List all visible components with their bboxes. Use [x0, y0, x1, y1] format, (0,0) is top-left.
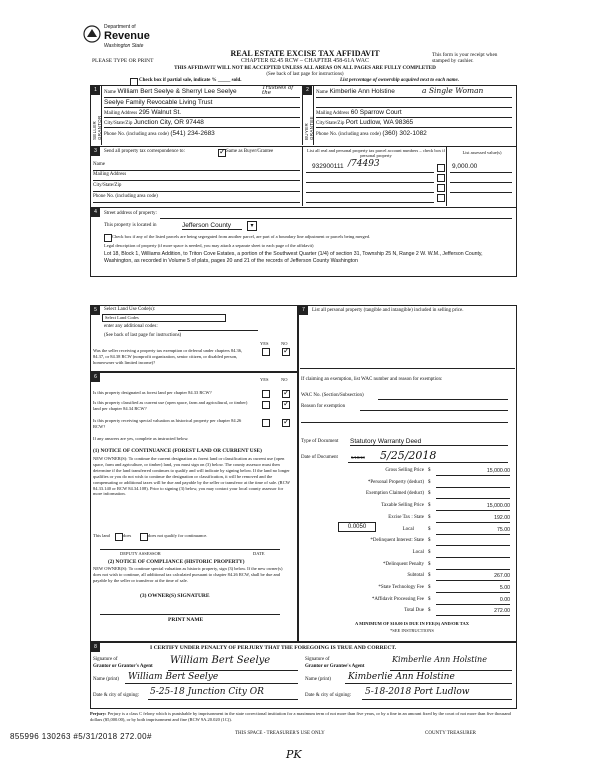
dollar-sign: $: [428, 526, 431, 532]
partial-sale-label: Check box if partial sale, indicate % _____ sold.: [139, 78, 242, 83]
same-as-buyer-checkbox[interactable]: [218, 149, 226, 157]
fee-value[interactable]: 267.00: [436, 573, 510, 581]
dollar-sign: $: [428, 549, 431, 555]
buyer-phone-label: Phone No. (including area code): [316, 132, 381, 137]
certify-statement: I CERTIFY UNDER PENALTY OF PERJURY THAT THE FOREGOING IS TRUE AND CORRECT.: [150, 645, 397, 651]
personal-property-checkbox-3[interactable]: [437, 184, 445, 192]
fee-value[interactable]: 192.00: [436, 515, 510, 523]
grantee-date-city[interactable]: 5-18-2018 Port Ludlow: [365, 687, 470, 697]
fee-value[interactable]: 272.00: [436, 608, 510, 616]
seller-city-label: City/State/Zip: [104, 121, 133, 126]
seller-phone-row: [104, 130, 215, 137]
print-name-label: PRINT NAME: [168, 617, 204, 623]
s3-name-label: Name: [93, 162, 105, 167]
exemption-label: If claiming an exemption, list WAC number and reason for exemption:: [301, 377, 443, 382]
personal-property-checkbox-4[interactable]: [437, 194, 445, 202]
buyer-mailing-value[interactable]: 60 Sparrow Court: [350, 109, 402, 116]
s5-yes-header: YES: [260, 341, 269, 346]
section-3-number: 3: [91, 147, 100, 156]
fee-value[interactable]: 15,000.00: [436, 468, 510, 476]
fee-label: Gross Selling Price: [385, 468, 424, 473]
grantee-signature[interactable]: Kimberlie Ann Holstine: [392, 655, 487, 664]
fee-value[interactable]: 0.00: [436, 597, 510, 605]
s6-q3-yes[interactable]: [262, 419, 270, 427]
legal-desc-text[interactable]: Lot 18, Block 1, Williams Addition, to Triton Cove Estates, a portion of the Southwest Quarter (1/4) of section 31, Township 25 N, Range 2 W. W.M., Jefferson County, Washington, as recorded in Volume 5 of plats, pages 20 and 21 of the records of Jefferson County Washington: [104, 251, 483, 264]
print-note: PLEASE TYPE OR PRINT: [92, 58, 154, 64]
wac-label: WAC No. (Section/Subsection): [301, 393, 364, 398]
fee-value[interactable]: [436, 550, 510, 558]
deputy-assessor-label: DEPUTY ASSESSOR: [120, 551, 161, 556]
section-6-number: 6: [91, 373, 100, 382]
see-back-note: (See back of last page for instructions): [266, 72, 344, 77]
buyer-name-value[interactable]: Kimberlie Ann Holstine: [329, 88, 395, 95]
fee-value[interactable]: [436, 562, 510, 570]
grantor-name-print[interactable]: William Bert Seelye: [128, 672, 219, 682]
land-use-label: Select Land Use Code(s):: [104, 307, 156, 312]
does-not-checkbox[interactable]: [140, 533, 148, 541]
s3-mailing-label: Mailing Address: [93, 172, 127, 177]
buyer-phone-value[interactable]: (360) 302-1082: [382, 130, 427, 137]
buyer-side-label: BUYER GRANTEE: [304, 116, 314, 140]
does-checkbox[interactable]: [115, 533, 123, 541]
segregated-checkbox[interactable]: [104, 234, 112, 242]
grantee-name-label: Name (print): [305, 677, 331, 682]
dollar-sign: $: [428, 573, 431, 579]
s6-any-yes: If any answers are yes, complete as instructed below.: [93, 436, 189, 441]
grantee-date-label: Date & city of signing:: [305, 693, 352, 698]
dollar-sign: $: [428, 596, 431, 602]
doc-date-value[interactable]: 5/25/2018: [380, 449, 437, 462]
dollar-sign: $: [428, 491, 431, 497]
fee-label: Local: [402, 526, 414, 532]
s3-phone-label: Phone No. (including area code): [93, 194, 158, 199]
land-does-label: This land: [93, 533, 110, 538]
fee-label: Taxable Selling Price: [381, 503, 424, 509]
seller-name-note: Trustees of the: [262, 85, 294, 96]
buyer-phone-row: [316, 130, 427, 137]
perjury-bold: Perjury:: [90, 711, 107, 716]
doc-date-label: Date of Document: [301, 455, 338, 460]
fee-value[interactable]: 5.00: [436, 585, 510, 593]
form-title: REAL ESTATE EXCISE TAX AFFIDAVIT: [230, 49, 380, 58]
dept-line1: Department of: [104, 24, 136, 30]
section-4-number: 4: [91, 208, 100, 217]
grantor-signature[interactable]: William Bert Seelye: [170, 655, 271, 666]
fee-label: Exemption Claimed (deduct): [365, 491, 424, 497]
personal-property-checkbox-2[interactable]: [437, 174, 445, 182]
s5-see-back: (See back of last page for instructions): [104, 333, 182, 338]
notice2-title: (2) NOTICE OF COMPLIANCE (HISTORIC PROPERTY): [108, 559, 245, 565]
logo-mark: [82, 24, 102, 44]
fee-label: *Affidavit Processing Fee: [371, 596, 424, 602]
dollar-sign: $: [428, 503, 431, 509]
treasurer-stamp: 855996 130263 #5/31/2018 272.00#: [10, 732, 152, 741]
seller-name-value[interactable]: William Bert Seelye & Sherryl Lee Seelye: [117, 88, 237, 95]
s5-question: Was the seller receiving a property tax exemption or deferral under chapters 84.36, 84.37, or 84.38 RCW (nonprofit organization, senior citizen, or disabled person, homeowner with limited income)?: [93, 348, 243, 365]
s6-yes-header: YES: [260, 377, 269, 382]
form-warning: THIS AFFIDAVIT WILL NOT BE ACCEPTED UNLESS ALL AREAS ON ALL PAGES ARE FULLY COMPLETED: [174, 65, 436, 71]
does-label: does: [123, 533, 132, 538]
buyer-name-note: a Single Woman: [422, 86, 484, 95]
additional-codes-label: enter any additional codes:: [104, 324, 158, 329]
s5-no-checkbox[interactable]: [282, 348, 290, 356]
doc-type-value[interactable]: Statutory Warranty Deed: [350, 438, 508, 446]
fee-value[interactable]: [436, 538, 510, 546]
s5-no-header: NO: [281, 341, 288, 346]
fee-value[interactable]: 75.00: [436, 527, 510, 535]
fee-label: *Personal Property (deduct): [367, 479, 424, 485]
perjury-text: Perjury is a class C felony which is punishable by imprisonment in the state correctional institution for a maximum term of not more than five years, or by a fine in an amount fixed by the court of not more than five thousand dollars ($5,000.00), or by both imprisonment and fine (RCW 9A.20.020 (1C)).: [90, 711, 511, 722]
located-in-label: This property is located in: [104, 223, 157, 228]
fee-label: *Delinquent Penalty: [383, 561, 424, 567]
s6-q1-no[interactable]: [282, 390, 290, 398]
grantee-name-print[interactable]: Kimberlie Ann Holstine: [348, 672, 455, 682]
fee-label: Subtotal: [407, 573, 424, 579]
grantor-date-city[interactable]: 5-25-18 Junction City OR: [150, 687, 264, 697]
notice1-text: NEW OWNER(S): To continue the current designation as forest land or classification as current use (open space, farm and agriculture, or timber) land, you must sign on (3) below. The county assessor must then determine if the land transferred continues to qualify and will indicate by signing below. If the land no longer qualifies or you do not wish to continue the designation or classification, it will be removed and the compensating or additional taxes will be due and payable by the seller or transferor at the time of sale. (RCW 84.33.140 or RCW 84.34.108). Prior to signing (3) below, you may contact your local county assessor for more information.: [93, 456, 290, 497]
dollar-sign: $: [428, 538, 431, 544]
section-1-number: 1: [91, 86, 100, 95]
section-5-number: 5: [91, 306, 100, 315]
receipt-note: This form is your receipt when stamped by cashier.: [432, 52, 498, 64]
owner-signature-label: (3) OWNER(S) SIGNATURE: [140, 593, 210, 599]
grantee-sig-label1: Signature of: [305, 657, 330, 662]
seller-name-line2[interactable]: Seelye Family Revocable Living Trust: [104, 99, 213, 106]
see-instructions-note: *SEE INSTRUCTIONS: [390, 628, 434, 633]
fee-label: Excise Tax : State: [388, 514, 424, 520]
s6-q2: Is this property classified as current use (open space, farm and agricultural, or timber) land per chapter 84.34 RCW?: [93, 400, 248, 411]
land-use-select[interactable]: Select Land Codes: [102, 314, 226, 322]
grantee-sig-label2: Grantor or Grantee's Agent: [305, 664, 365, 669]
dor-logo: [82, 22, 162, 56]
s6-q1: Is this property designated as forest land per chapter 84.33 RCW?: [93, 390, 212, 395]
s6-q2-yes[interactable]: [262, 401, 270, 409]
buyer-mailing-label: Mailing Address: [316, 111, 350, 116]
s6-q3: Is this property receiving special valuation as historical property per chapter 84.26 RCW?: [93, 418, 242, 429]
fee-label: Total Due: [404, 608, 424, 614]
seller-mailing-value[interactable]: 295 Walnut St.: [138, 109, 182, 116]
legal-desc-label: Legal description of property (if more space is needed, you may attach a separate sheet to each page of the affidavit): [104, 243, 314, 248]
dollar-sign: $: [428, 468, 431, 473]
dollar-sign: $: [428, 585, 431, 590]
assessed-header: List assessed value(s): [462, 150, 502, 155]
county-treasurer-label: COUNTY TREASURER: [425, 731, 476, 736]
fee-value[interactable]: 15,000.00: [436, 503, 510, 511]
seller-name-label: Name: [104, 90, 116, 95]
dollar-sign: $: [428, 479, 431, 485]
seller-mailing-label: Mailing Address: [104, 111, 138, 116]
s6-q2-no[interactable]: [282, 401, 290, 409]
buyer-mailing-row: [316, 109, 402, 116]
perjury-notice: [90, 711, 515, 723]
section-2-number: 2: [303, 86, 312, 95]
s6-q3-no[interactable]: [282, 419, 290, 427]
treasurer-space-label: THIS SPACE - TREASURER'S USE ONLY: [235, 731, 325, 736]
fee-value[interactable]: [436, 480, 510, 488]
s6-no-header: NO: [281, 377, 288, 382]
dept-line3: Washington State: [104, 43, 144, 49]
seller-city-row: [104, 119, 204, 126]
deputy-date-label: DATE: [253, 551, 265, 556]
county-dropdown-icon[interactable]: ▾: [247, 221, 257, 231]
notice2-text: NEW OWNER(S): To continue special valuation as historic property, sign (3) below. If the new owner(s) does not wish to continue, all additional tax calculated pursuant to chapter 84.26 RCW, shall be due and payable by the seller or transferor at the time of sale.: [93, 566, 283, 583]
s5-yes-checkbox[interactable]: [262, 348, 270, 356]
minimum-note: A MINIMUM OF $10.00 IS DUE IN FEE(S) AND/OR TAX: [355, 621, 469, 626]
doc-type-label: Type of Document: [301, 439, 339, 444]
doc-date-small: 5/18/18: [351, 455, 365, 460]
buyer-name-label: Name: [316, 90, 328, 95]
reason-label: Reason for exemption: [301, 404, 346, 409]
s3-city-label: City/State/Zip: [93, 183, 122, 188]
street-address-label: Street address of property:: [104, 211, 157, 216]
seller-mailing-row: [104, 109, 181, 116]
seller-phone-value[interactable]: (541) 234-2683: [170, 130, 215, 137]
same-as-buyer-label: Same as Buyer/Grantee: [226, 149, 274, 154]
local-rate-box[interactable]: 0.0050: [338, 522, 376, 532]
segregated-label: Check box if any of the listed parcels are being segregated from another parcel, are part of a boundary line adjustment or parcels being merged.: [112, 234, 371, 239]
dollar-sign: $: [428, 514, 431, 520]
notice1-title: (1) NOTICE OF CONTINUANCE (FOREST LAND OR CURRENT USE): [93, 448, 262, 454]
dollar-sign: $: [428, 561, 431, 567]
does-not-label: does not qualify for continuance.: [148, 533, 208, 538]
grantor-sig-label2: Grantor or Grantor's Agent: [93, 664, 153, 669]
list-pct-note: List percentage of ownership acquired next to each name.: [340, 78, 460, 83]
assessed-value-1[interactable]: 9,000.00: [452, 163, 478, 170]
seller-side-label: SELLER GRANTOR: [92, 115, 102, 140]
grantor-date-label: Date & city of signing:: [93, 693, 140, 698]
parcel-number-1[interactable]: 932900111: [312, 163, 344, 170]
seller-city-value[interactable]: Junction City, OR 97448: [133, 119, 204, 126]
county-select[interactable]: Jefferson County: [182, 222, 242, 230]
seller-phone-label: Phone No. (including area code): [104, 132, 169, 137]
dollar-sign: $: [428, 608, 431, 614]
parcel-handwritten: /74493: [348, 159, 380, 169]
personal-property-checkbox-1[interactable]: [437, 164, 445, 172]
fee-label: Local: [412, 549, 424, 555]
grantor-name-label: Name (print): [93, 677, 119, 682]
buyer-name-row: [316, 88, 395, 95]
parcel-header: List all real and personal property tax parcel account numbers – check box if personal property: [306, 148, 446, 158]
section-6-box: [90, 372, 298, 642]
fee-label: *Delinquent Interest: State: [370, 538, 424, 544]
section-8-number: 8: [91, 643, 100, 652]
grantor-sig-label1: Signature of: [93, 657, 118, 662]
personal-property-label: List all personal property (tangible and intangible) included in selling price.: [312, 308, 464, 313]
buyer-city-label: City/State/Zip: [316, 121, 345, 126]
fee-label: *State Technology Fee: [378, 585, 424, 590]
form-chapter: CHAPTER 82.45 RCW – CHAPTER 458-61A WAC: [241, 58, 369, 64]
dept-line2: Revenue: [104, 30, 150, 42]
initials-mark: PK: [286, 748, 302, 761]
section-7-number: 7: [299, 306, 308, 315]
fee-value[interactable]: [436, 491, 510, 499]
s6-q1-yes[interactable]: [262, 390, 270, 398]
buyer-city-row: [316, 119, 413, 126]
buyer-city-value[interactable]: Port Ludlow, WA 98365: [345, 119, 414, 126]
send-correspondence-label: Send all property tax correspondence to:: [104, 149, 185, 154]
